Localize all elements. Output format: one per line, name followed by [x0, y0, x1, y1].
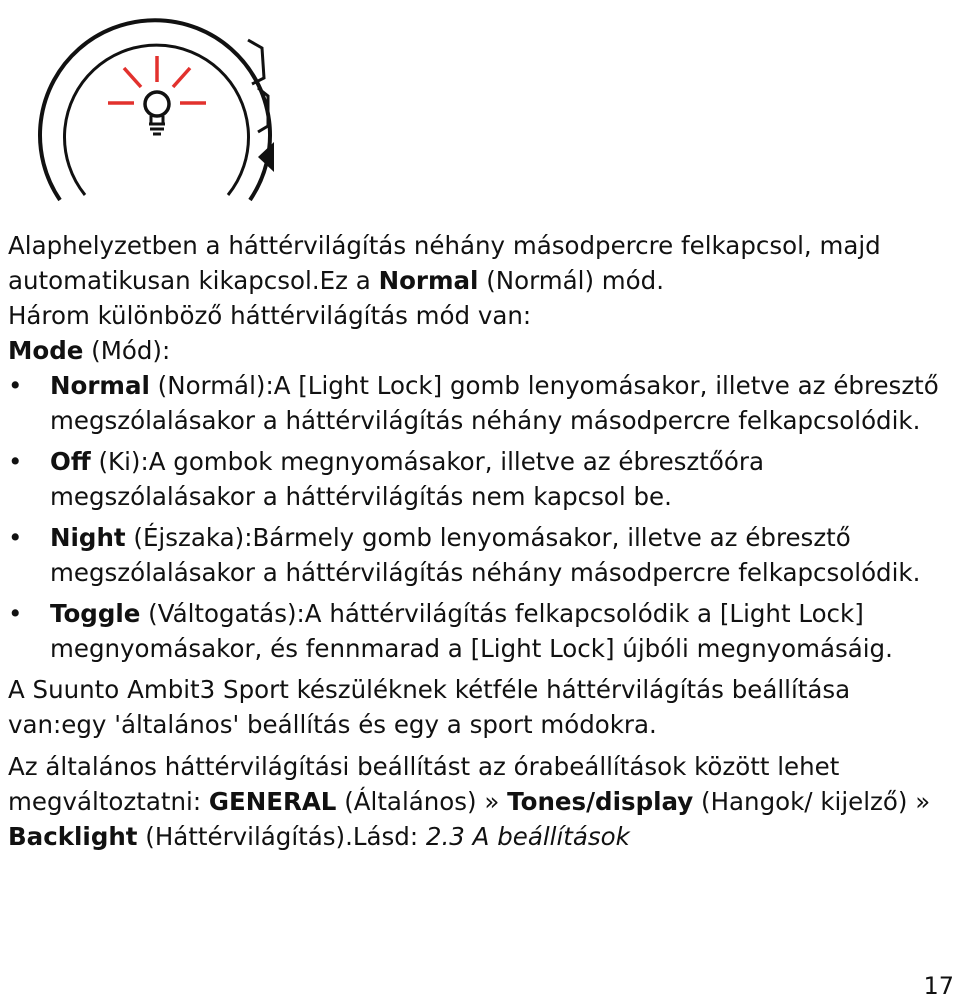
text-run: (Hangok/ kijelző) » [693, 787, 931, 816]
bold-term: Backlight [8, 822, 138, 851]
watch-face-drawing [0, 0, 960, 225]
text-run: (Ki):A gombok megnyomásakor, illetve az ébresztőóra megszólalásakor a háttérvilágítás nem kapcsol be. [50, 447, 764, 511]
text-run: (Éjszaka):Bármely gomb lenyomásakor, illetve az ébresztő megszólalásakor a háttérvilágítás néhány másodpercre felkapcsolódik. [50, 523, 921, 587]
bold-term: Normal [378, 266, 479, 295]
text-run: Alaphelyzetben a háttérvilágítás néhány másodpercre felkapcsol, majd automatikusan kikapcsol.Ez a [8, 231, 881, 295]
list-item [8, 368, 953, 438]
list-item [8, 444, 953, 514]
bold-term: Mode [8, 336, 84, 365]
bold-term: Tones/display [507, 787, 694, 816]
mode-night-text [50, 523, 920, 587]
change-paragraph [8, 749, 953, 854]
modes-intro: Három különböző háttérvilágítás mód van: [8, 301, 532, 330]
bold-term: Normal [50, 371, 150, 400]
bold-term: GENERAL [208, 787, 337, 816]
mode-normal-text [50, 371, 939, 435]
text-run: (Normál) mód. [478, 266, 664, 295]
text-run: (Váltogatás):A háttérvilágítás felkapcsolódik a [Light Lock] megnyomásakor, és fennmarad a [Light Lock] újbóli megnyomásáig. [50, 599, 893, 663]
mode-toggle-text [50, 599, 893, 663]
mode-list [8, 368, 953, 666]
bold-term: Toggle [50, 599, 141, 628]
text-run: Az általános háttérvilágítási beállítást az órabeállítások között lehet megváltoztatni: [8, 752, 840, 816]
section-reference: 2.3 A beállítások [425, 822, 630, 851]
bullet-icon: • [8, 599, 23, 628]
bullet-icon: • [8, 371, 23, 400]
bold-term: Night [50, 523, 126, 552]
watch-illustration [0, 0, 960, 225]
list-item [8, 596, 953, 666]
intro-paragraph [8, 228, 953, 298]
mode-off-text [50, 447, 764, 511]
light-bulb-icon [145, 92, 169, 134]
page-number: 17 [923, 972, 954, 1000]
text-run: (Általános) » [336, 787, 508, 816]
bold-term: Off [50, 447, 91, 476]
text-run: (Mód): [83, 336, 171, 365]
light-rays-icon [108, 56, 206, 103]
watch-outer-ring [40, 20, 270, 200]
text-run: (Normál):A [Light Lock] gomb lenyomásakor, illetve az ébresztő megszólalásakor a háttérvilágítás néhány másodpercre felkapcsolódik. [50, 371, 939, 435]
mode-label [8, 333, 953, 368]
text-run: (Háttérvilágítás).Lásd: [137, 822, 426, 851]
bullet-icon: • [8, 523, 23, 552]
settings-paragraph: A Suunto Ambit3 Sport készüléknek kétféle háttérvilágítás beállítása van:egy 'általános' beállítás és egy a sport módokra. [8, 675, 851, 739]
bullet-icon: • [8, 447, 23, 476]
list-item [8, 520, 953, 590]
manual-text [8, 228, 953, 854]
